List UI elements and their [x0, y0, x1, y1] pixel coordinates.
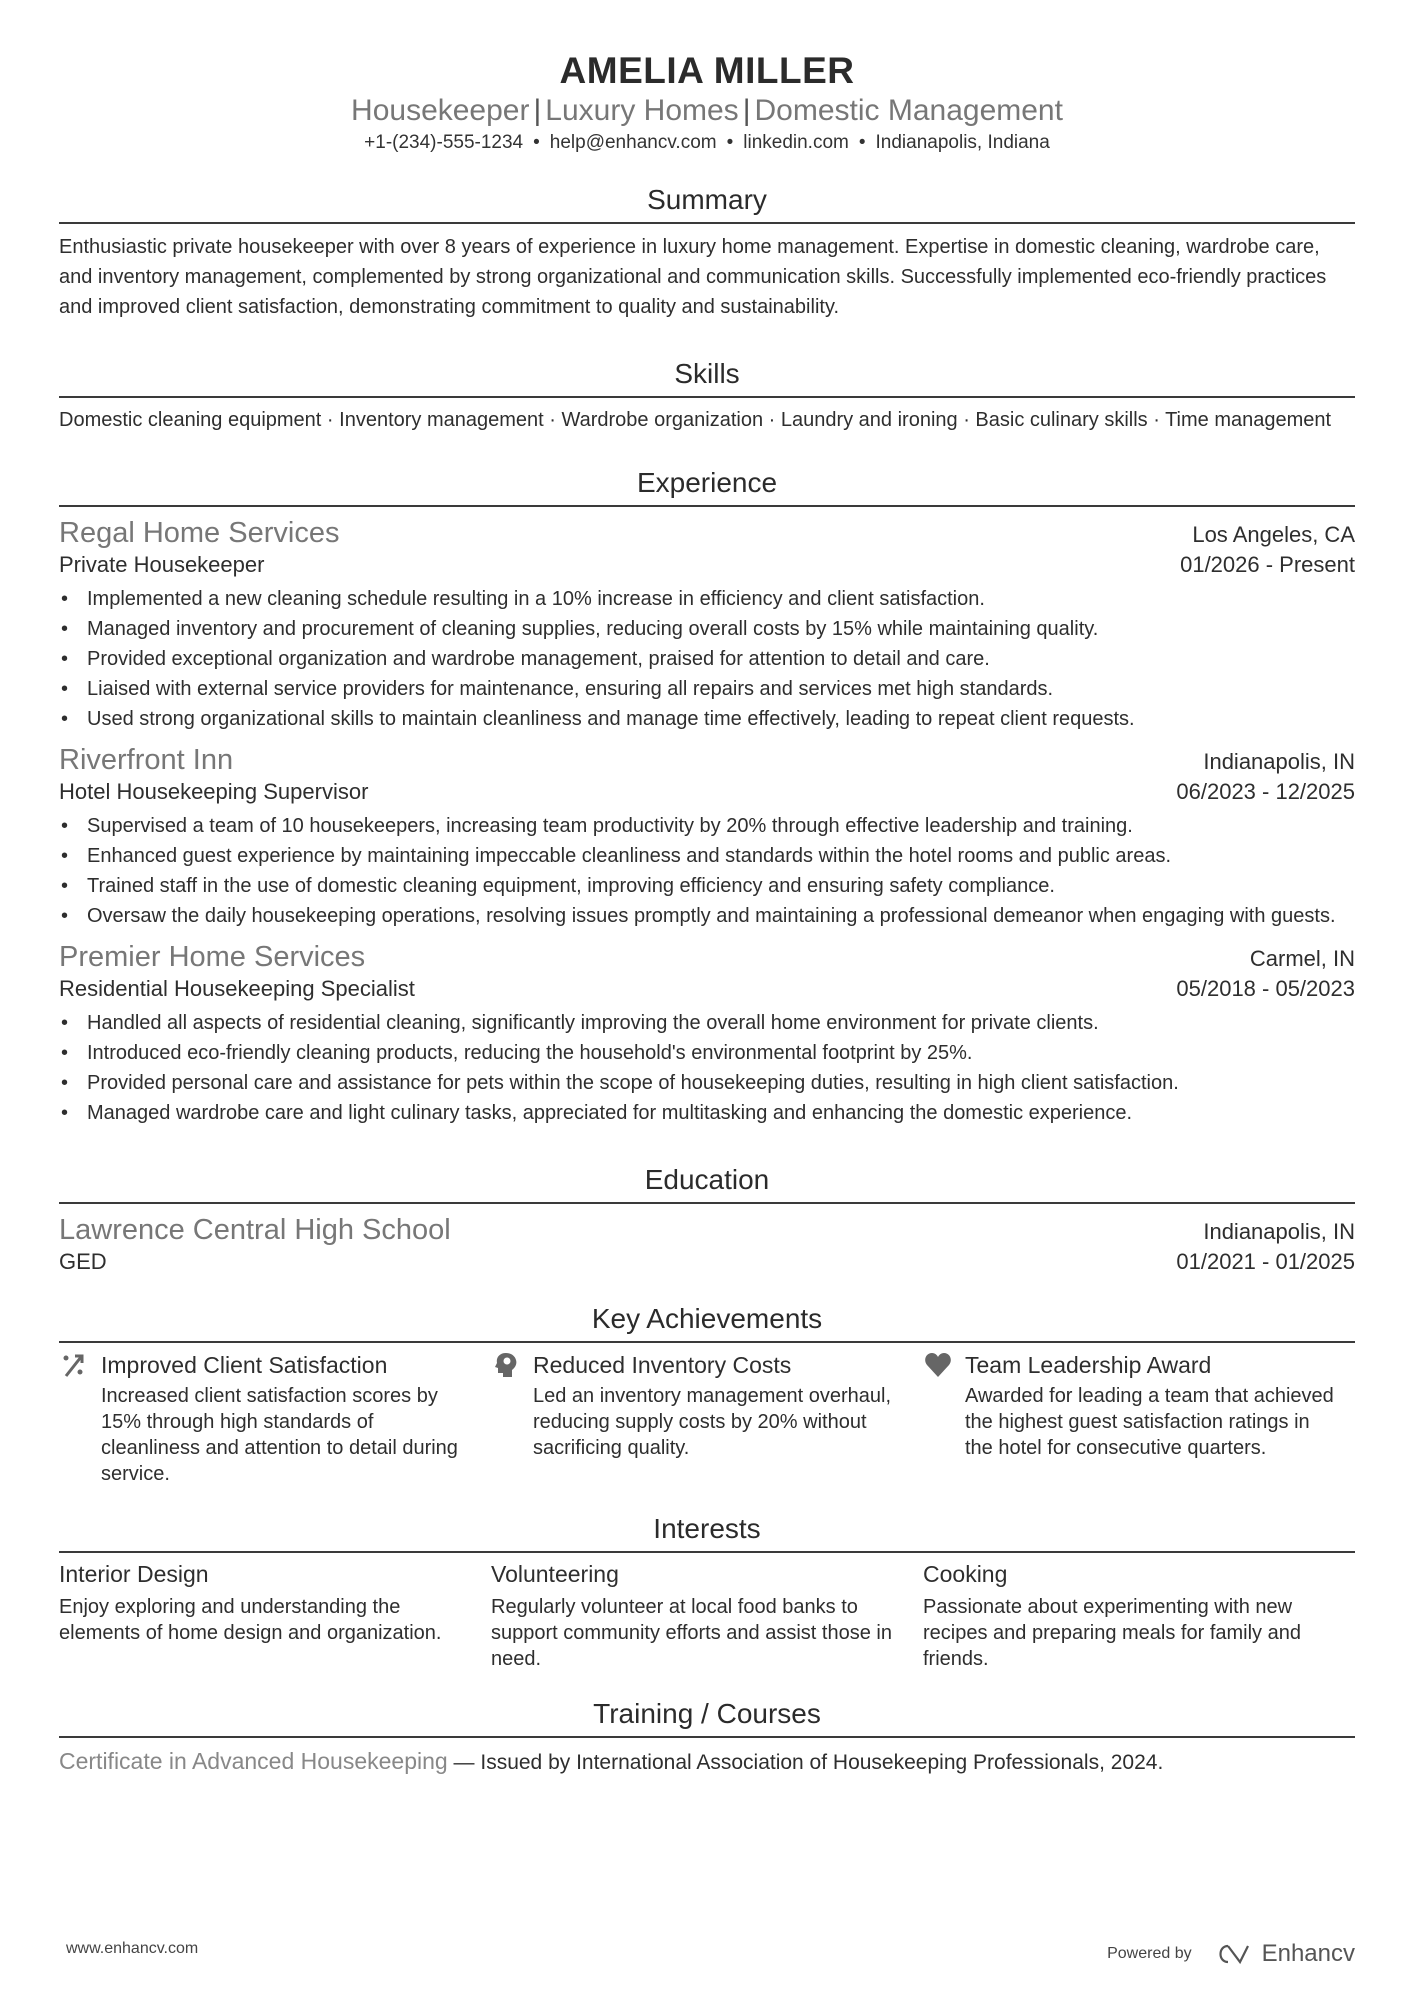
bullet-list	[59, 1008, 1355, 1128]
headline-item: Domestic Management	[754, 94, 1063, 127]
course-separator: —	[447, 1751, 481, 1774]
company-name: Premier Home Services	[59, 941, 366, 973]
location: Indianapolis, Indiana	[875, 132, 1050, 153]
achievement-description: Increased client satisfaction scores by 15% through high standards of cleanliness and attention to detail during service.	[101, 1385, 458, 1485]
skills-list: Domestic cleaning equipment · Inventory management · Wardrobe organization · Laundry and ironing · Basic culinary skills · Time management	[59, 409, 1332, 431]
achievements-list	[59, 1351, 1355, 1487]
website-link[interactable]: www.enhancv.com	[66, 1940, 199, 1957]
head-lightbulb-icon	[491, 1351, 521, 1379]
bullet-list	[59, 811, 1355, 931]
company-name: Riverfront Inn	[59, 744, 234, 776]
job-title: Residential Housekeeping Specialist	[59, 976, 415, 1001]
course-entry	[59, 1748, 1355, 1775]
job-title: Private Housekeeper	[59, 552, 265, 577]
job-dates: 01/2026 - Present	[1180, 552, 1355, 577]
bullet-item: • Provided exceptional organization and wardrobe management, praised for attention to detail and care.	[59, 644, 1355, 674]
bullet-item: • Managed wardrobe care and light culinary tasks, appreciated for multitasking and enhancing the domestic experience.	[59, 1098, 1355, 1128]
footer	[66, 1940, 1355, 1968]
education-entry	[59, 1214, 1355, 1275]
bullet-item: • Liaised with external service providers for maintenance, ensuring all repairs and services met high standards.	[59, 674, 1355, 704]
bullet-item: • Used strong organizational skills to maintain cleanliness and manage time effectively, leading to repeat client requests.	[59, 704, 1355, 734]
bullet-item: • Provided personal care and assistance for pets within the scope of housekeeping duties, resulting in high client satisfaction.	[59, 1068, 1355, 1098]
job-location: Indianapolis, IN	[1203, 749, 1355, 774]
headline: Housekeeper | Luxury Homes | Domestic Management	[351, 94, 1063, 127]
section-title-training: Training / Courses	[59, 1698, 1355, 1738]
achievement-title: Improved Client Satisfaction	[101, 1351, 388, 1378]
section-title-education: Education	[59, 1164, 1355, 1204]
headline-item: Luxury Homes	[545, 94, 739, 127]
job-location: Carmel, IN	[1249, 946, 1355, 971]
school-location: Indianapolis, IN	[1203, 1219, 1355, 1244]
bullet-item: • Managed inventory and procurement of cleaning supplies, reducing overall costs by 15% while maintaining quality.	[59, 614, 1355, 644]
school-name: Lawrence Central High School	[59, 1214, 451, 1246]
section-title-summary: Summary	[59, 184, 1355, 224]
company-name: Regal Home Services	[59, 517, 340, 549]
summary-text: Enthusiastic private housekeeper with over 8 years of experience in luxury home management. Expertise in domestic cleaning, wardrobe care, and inventory management, complemented by strong organizational and communication skills. Successfully implemented eco-friendly practices and improved client satisfaction, demonstrating commitment to quality and sustainability.	[59, 236, 1327, 318]
course-title: Certificate in Advanced Housekeeping	[59, 1748, 448, 1774]
course-detail: Issued by International Association of Housekeeping Professionals, 2024.	[480, 1751, 1164, 1774]
enhancv-logo-icon	[1214, 1942, 1254, 1966]
interests-list	[59, 1561, 1355, 1672]
job-dates: 06/2023 - 12/2025	[1176, 779, 1355, 804]
achievement-description: Awarded for leading a team that achieved the highest guest satisfaction ratings in the hotel for consecutive quarters.	[965, 1385, 1334, 1459]
experience-entry	[59, 941, 1355, 1128]
interest-description: Regularly volunteer at local food banks to support community efforts and assist those in need.	[491, 1596, 892, 1670]
bullet-item: • Handled all aspects of residential cleaning, significantly improving the overall home environment for private clients.	[59, 1008, 1355, 1038]
section-title-skills: Skills	[59, 358, 1355, 398]
achievement-title: Reduced Inventory Costs	[533, 1351, 792, 1378]
bullet-item: • Trained staff in the use of domestic cleaning equipment, improving efficiency and ensuring safety compliance.	[59, 871, 1355, 901]
achievement-title: Team Leadership Award	[965, 1351, 1212, 1378]
resume	[59, 0, 1355, 1775]
achievement-description: Led an inventory management overhaul, reducing supply costs by 20% without sacrificing quality.	[533, 1385, 892, 1459]
headline-item: Housekeeper	[351, 94, 530, 127]
interest-title: Volunteering	[491, 1561, 619, 1587]
bullet-item: • Implemented a new cleaning schedule resulting in a 10% increase in efficiency and client satisfaction.	[59, 584, 1355, 614]
linkedin-link[interactable]: linkedin.com	[743, 132, 849, 153]
section-title-interests: Interests	[59, 1513, 1355, 1553]
bullet-item: • Introduced eco-friendly cleaning products, reducing the household's environmental footprint by 25%.	[59, 1038, 1355, 1068]
interest-title: Cooking	[923, 1561, 1008, 1587]
experience-list	[59, 517, 1355, 1128]
candidate-name: AMELIA MILLER	[559, 50, 855, 91]
job-dates: 05/2018 - 05/2023	[1176, 976, 1355, 1001]
interest-description: Passionate about experimenting with new recipes and preparing meals for family and friends.	[923, 1596, 1301, 1670]
achievement-item	[923, 1351, 1355, 1487]
brand-name: Enhancv	[1261, 1940, 1355, 1967]
bullet-item: • Enhanced guest experience by maintaining impeccable cleanliness and standards within the hotel rooms and public areas.	[59, 841, 1355, 871]
section-title-experience: Experience	[59, 467, 1355, 507]
section-title-achievements: Key Achievements	[59, 1303, 1355, 1343]
interest-item	[59, 1561, 491, 1672]
heart-icon	[923, 1351, 953, 1379]
phone: +1-(234)-555-1234	[364, 132, 524, 153]
experience-entry	[59, 744, 1355, 931]
contact-info: +1-(234)-555-1234 • help@enhancv.com • linkedin.com • Indianapolis, Indiana	[364, 132, 1050, 153]
powered-by	[1107, 1940, 1355, 1968]
interest-title: Interior Design	[59, 1561, 209, 1587]
degree: GED	[59, 1249, 107, 1274]
enhancv-logo[interactable]	[1214, 1940, 1355, 1968]
achievement-item	[59, 1351, 491, 1487]
percent-arrow-icon	[59, 1351, 89, 1379]
bullet-item: • Supervised a team of 10 housekeepers, increasing team productivity by 20% through effective leadership and training.	[59, 811, 1355, 841]
interest-item	[491, 1561, 923, 1672]
interest-item	[923, 1561, 1355, 1672]
experience-entry	[59, 517, 1355, 734]
job-location: Los Angeles, CA	[1192, 522, 1355, 547]
job-title: Hotel Housekeeping Supervisor	[59, 779, 369, 804]
powered-by-label: Powered by	[1107, 1945, 1192, 1962]
bullet-item: • Oversaw the daily housekeeping operations, resolving issues promptly and maintaining a professional demeanor when engaging with guests.	[59, 901, 1355, 931]
achievement-item	[491, 1351, 923, 1487]
education-dates: 01/2021 - 01/2025	[1176, 1249, 1355, 1274]
bullet-list	[59, 584, 1355, 734]
interest-description: Enjoy exploring and understanding the elements of home design and organization.	[59, 1596, 442, 1644]
email-link[interactable]: help@enhancv.com	[549, 132, 717, 153]
